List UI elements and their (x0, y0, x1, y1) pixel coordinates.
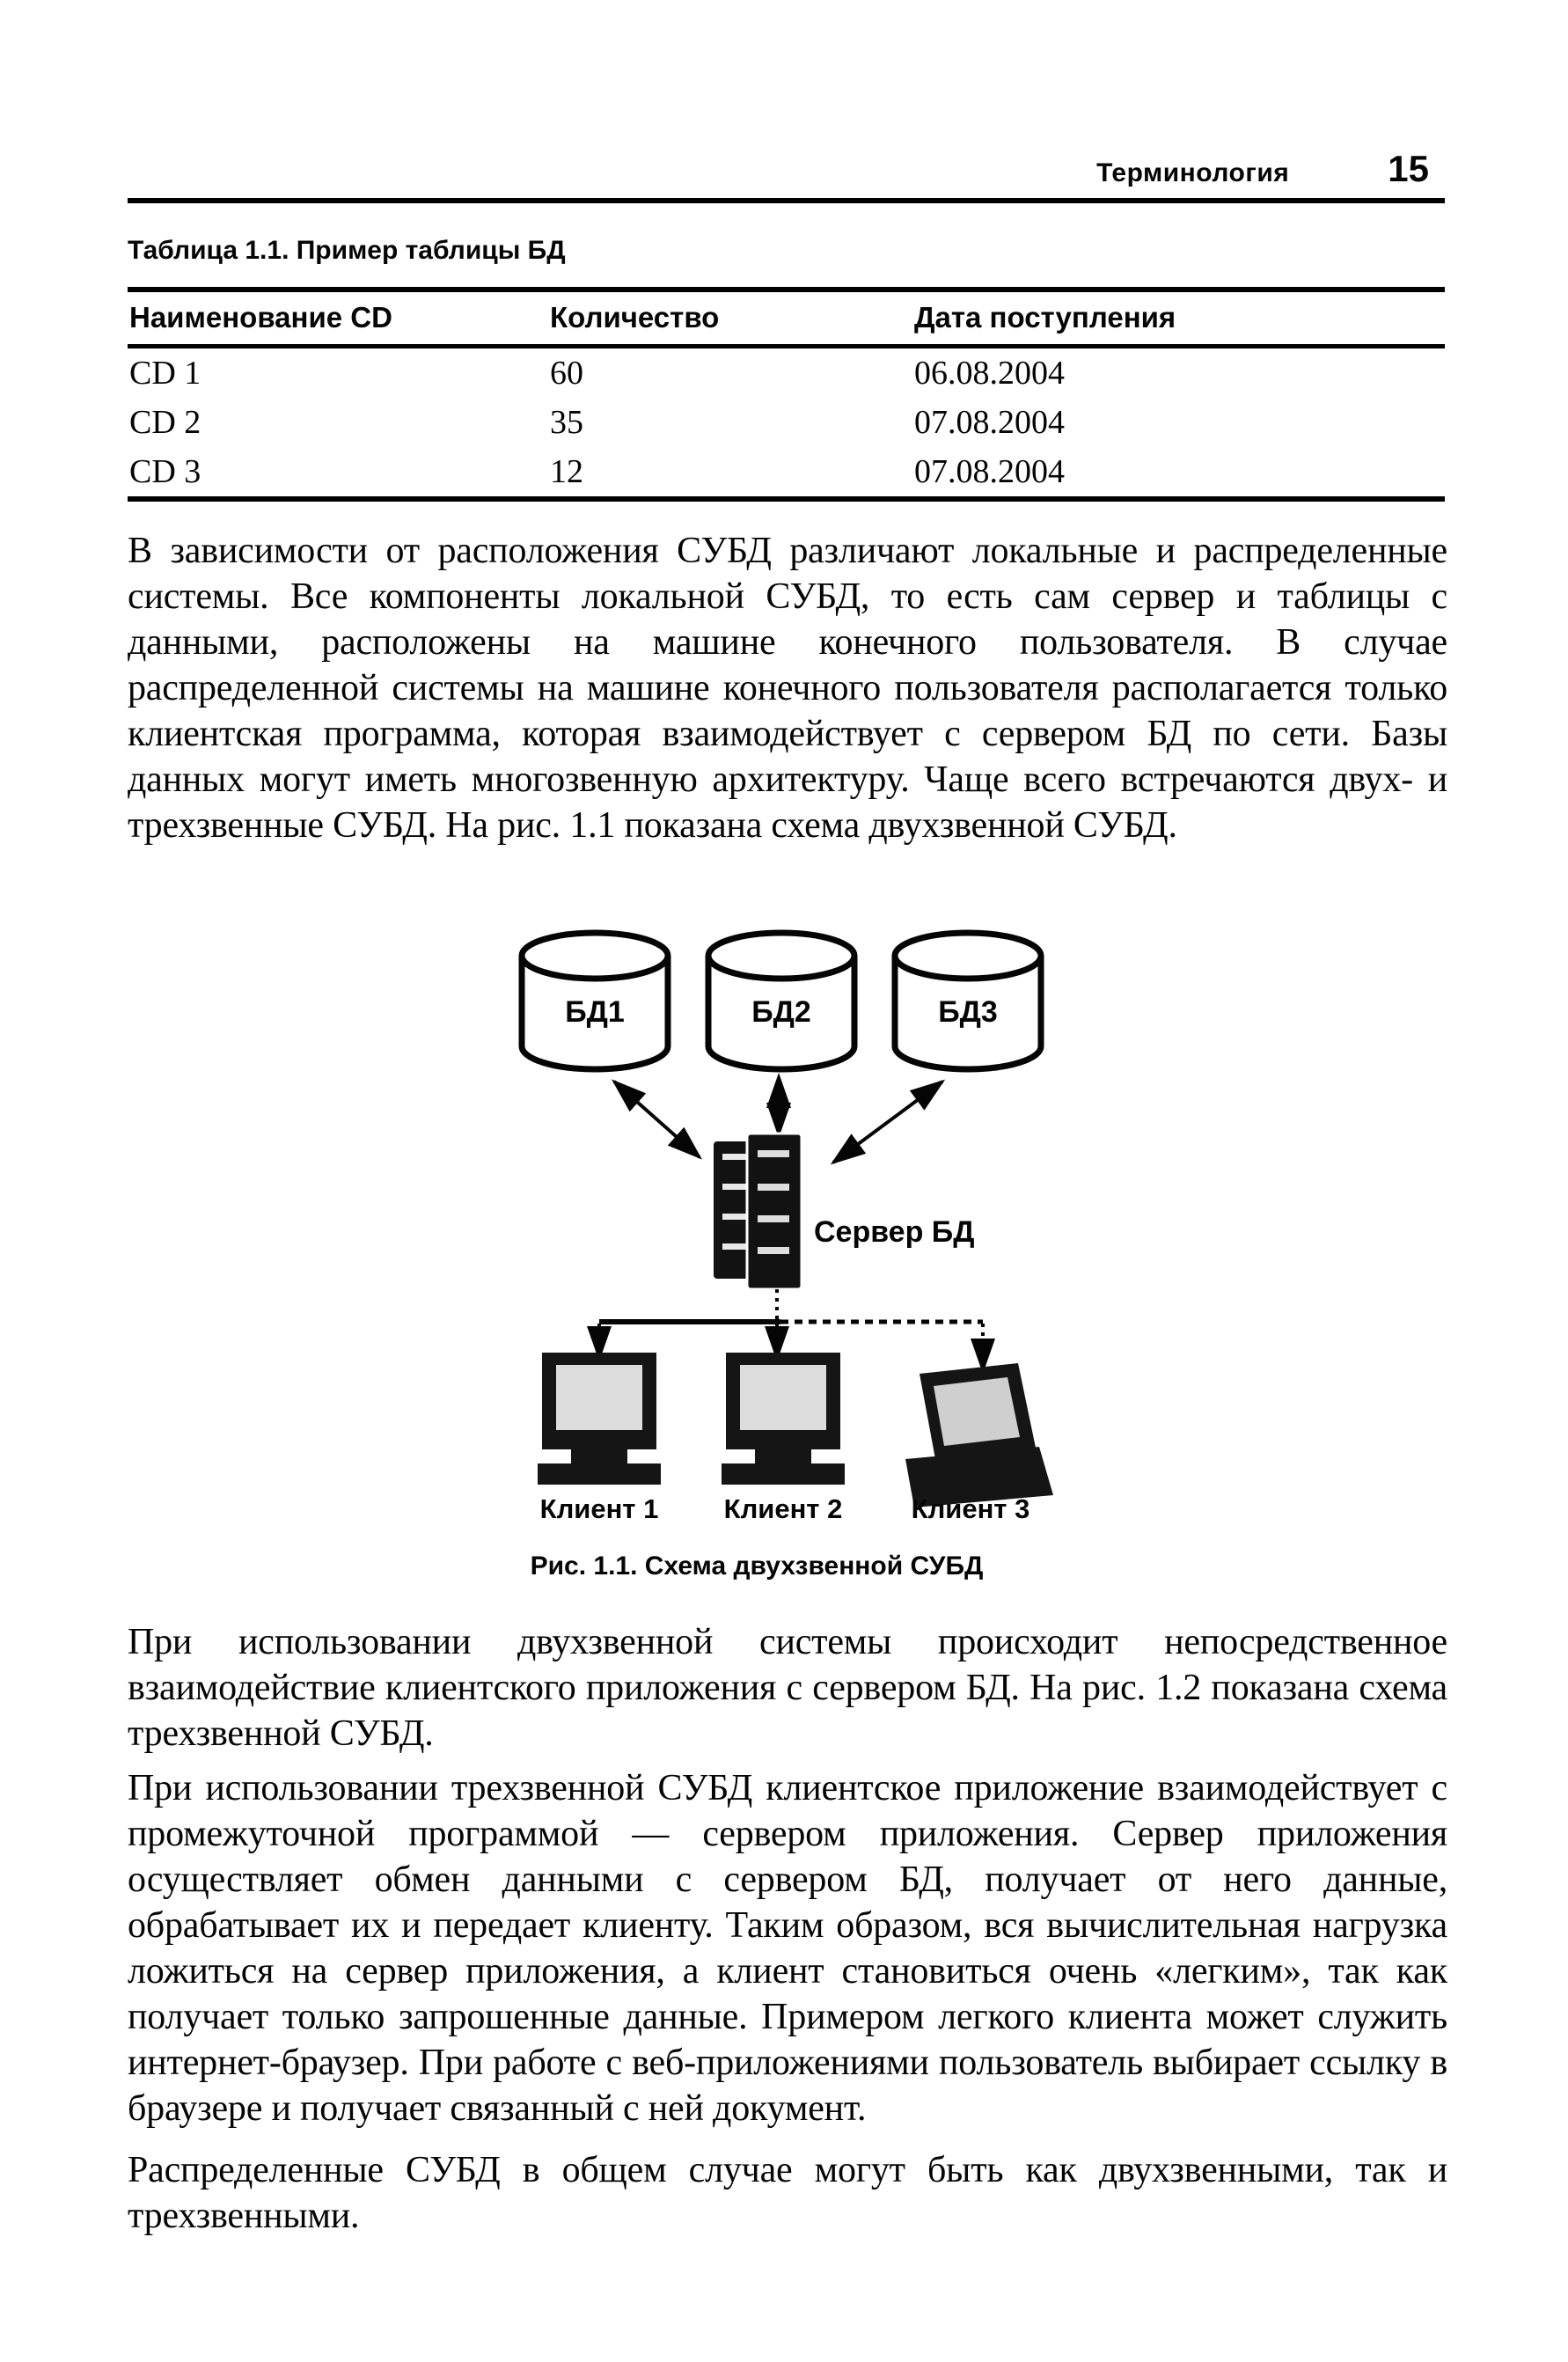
table-caption: Таблица 1.1. Пример таблицы БД (128, 236, 566, 265)
table-row (128, 348, 1445, 398)
server-icon (714, 1133, 802, 1289)
desktop-client-icon (722, 1353, 845, 1485)
figure-caption: Рис. 1.1. Схема двухзвенной СУБД (530, 1551, 984, 1581)
client3-label: Клиент 3 (911, 1493, 1030, 1524)
table-cell: 35 (550, 404, 583, 441)
table-col-header: Наименование CD (129, 301, 392, 334)
table-cell: 60 (550, 355, 583, 392)
laptop-client-icon (905, 1363, 1053, 1507)
table-row (128, 447, 1445, 496)
running-title: Терминология (1096, 158, 1290, 187)
table-cell: 06.08.2004 (914, 355, 1065, 392)
body-paragraph: В зависимости от расположения СУБД различают локальные и распределенные системы. Все компоненты локальной СУБД, то есть сам сервер и таблицы с данными, расположены на машине конечного пользователя. В случае распределенной системы на машине конечного пользователя располагается только клиентская программа, которая взаимодействует с сервером БД по сети. Базы данных могут иметь многозвенную архитектуру. Чаще всего встречаются двух- и трехзвенные СУБД. На рис. 1.1 показана схема двухзвенной СУБД. (128, 531, 1447, 846)
arrow-server-db1 (614, 1082, 700, 1157)
table-col-header: Количество (550, 301, 720, 334)
table-cell: CD 1 (129, 355, 201, 392)
cd-table (128, 287, 1445, 502)
client1-label: Клиент 1 (539, 1493, 659, 1524)
body-paragraph: При использовании трехзвенной СУБД клиентское приложение взаимодействует с промежуточной программой — сервером приложения. Сервер приложения осуществляет обмен данными с сервером БД, получает от него данные, обрабатывает их и передает клиенту. Таким образом, вся вычислительная нагрузка ложиться на сервер приложения, а клиент становиться очень «легким», так как получает только запрошенные данные. Примером легкого клиента может служить интернет-браузер. При работе с веб-приложениями пользователь выбирает ссылку в браузере и получает связанный с ней документ. (128, 1768, 1447, 2129)
table-cell: 07.08.2004 (914, 453, 1065, 490)
table-cell: 12 (550, 453, 583, 490)
table-row (128, 398, 1445, 447)
table-header-row (128, 292, 1445, 348)
table-cell: 07.08.2004 (914, 404, 1065, 441)
arrow-server-db3 (833, 1082, 942, 1163)
running-head (128, 148, 1445, 190)
table-col-header: Дата поступления (914, 301, 1176, 334)
db2-label: БД2 (751, 995, 811, 1029)
figure-1-1 (128, 920, 1447, 1593)
body-paragraph: Распределенные СУБД в общем случае могут быть как двухзвенными, так и трехзвенными. (128, 2150, 1447, 2236)
db3-label: БД3 (938, 995, 998, 1029)
header-rule (128, 198, 1445, 203)
body-paragraph: При использовании двухзвенной системы происходит непосредственное взаимодействие клиентского приложения с сервером БД. На рис. 1.2 показана схема трехзвенной СУБД. (128, 1622, 1447, 1754)
server-label: Сервер БД (814, 1215, 975, 1249)
table-cell: CD 3 (129, 453, 201, 490)
table-cell: CD 2 (129, 404, 201, 441)
client2-label: Клиент 2 (723, 1493, 843, 1524)
db1-label: БД1 (565, 995, 625, 1029)
body-text (128, 1619, 1447, 2248)
page-number: 15 (1388, 148, 1429, 189)
desktop-client-icon (538, 1353, 661, 1485)
